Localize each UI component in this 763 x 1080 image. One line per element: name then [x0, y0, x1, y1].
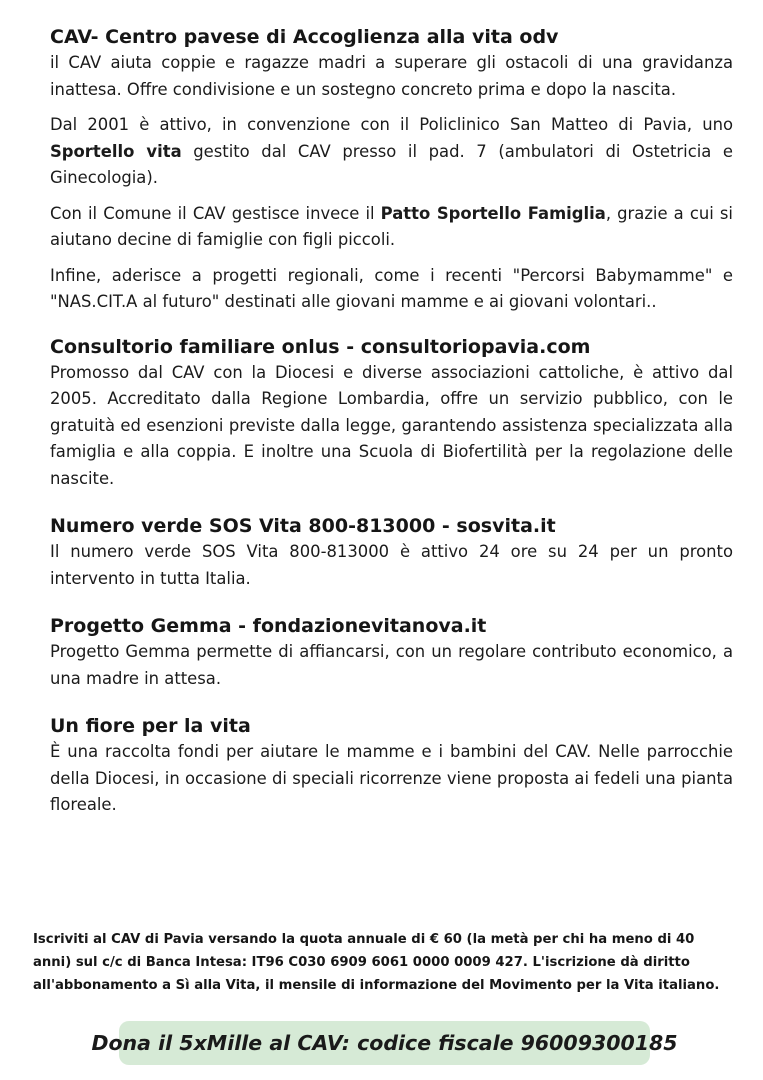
section-fiore-per-la-vita — [50, 713, 733, 819]
paragraph: Progetto Gemma permette di affiancarsi, con un regolare contributo economico, a una madre in attesa. — [50, 642, 733, 688]
section-title: CAV- Centro pavese di Accoglienza alla vita odv — [50, 26, 559, 48]
paragraph-text: Dal 2001 è attivo, in convenzione con il Policlinico San Matteo di Pavia, uno — [50, 115, 733, 134]
paragraph: Infine, aderisce a progetti regionali, come i recenti "Percorsi Babymamme" e "NAS.CIT.A al futuro" destinati alle giovani mamme e ai giovani volontari.. — [50, 265, 733, 311]
paragraph-bold: Patto Sportello Famiglia — [380, 203, 606, 223]
section-title: Consultorio familiare onlus - consultoriopavia.com — [50, 335, 591, 358]
paragraph-bold: Sportello vita — [50, 141, 182, 161]
section-title: Un fiore per la vita — [50, 715, 251, 737]
section-progetto-gemma — [50, 613, 733, 692]
section-title: Progetto Gemma - fondazionevitanova.it — [50, 615, 487, 637]
section-title: Numero verde SOS Vita 800-813000 - sosvita.it — [50, 515, 556, 537]
paragraph — [50, 201, 733, 254]
section-cav — [50, 24, 733, 316]
membership-note: Iscriviti al CAV di Pavia versando la quota annuale di € 60 (la metà per chi ha meno di 40 anni) sul c/c di Banca Intesa: IT96 C030 6909 6061 0000 0009 427. L'iscrizione dà diritto all'abbonamento a Sì alla Vita, il mensile di informazione del Movimento per la Vita italiano. — [33, 932, 720, 993]
paragraph: Promosso dal CAV con la Diocesi e diverse associazioni cattoliche, è attivo dal 2005. Accreditato dalla Regione Lombardia, offre un servizio pubblico, con le gratuità ed esenzioni previste dalla legge, garantendo assistenza specializzata alla famiglia e alla coppia. E inoltre una Scuola di Biofertilità per la regolazione delle nascite. — [50, 362, 733, 488]
document-body — [50, 24, 733, 819]
five-per-mille-banner: Dona il 5xMille al CAV: codice fiscale 96009300185 — [119, 1021, 650, 1065]
paragraph: il CAV aiuta coppie e ragazze madri a superare gli ostacoli di una gravidanza inattesa. Offre condivisione e un sostegno concreto prima e dopo la nascita. — [50, 53, 733, 99]
section-consultorio — [50, 334, 733, 493]
paragraph: Il numero verde SOS Vita 800-813000 è attivo 24 ore su 24 per un pronto intervento in tutta Italia. — [50, 542, 733, 588]
paragraph-text: , grazie a cui si aiutano decine di famiglie con figli piccoli. — [50, 203, 733, 249]
paragraph: È una raccolta fondi per aiutare le mamme e i bambini del CAV. Nelle parrocchie della Diocesi, in occasione di speciali ricorrenze viene proposta ai fedeli una pianta floreale. — [50, 742, 733, 814]
paragraph-text: Con il Comune il CAV gestisce invece il — [50, 203, 381, 223]
paragraph-text: gestito dal CAV presso il pad. 7 (ambulatori di Ostetricia e Ginecologia). — [50, 141, 733, 187]
section-sos-vita — [50, 513, 733, 592]
paragraph — [50, 112, 733, 192]
